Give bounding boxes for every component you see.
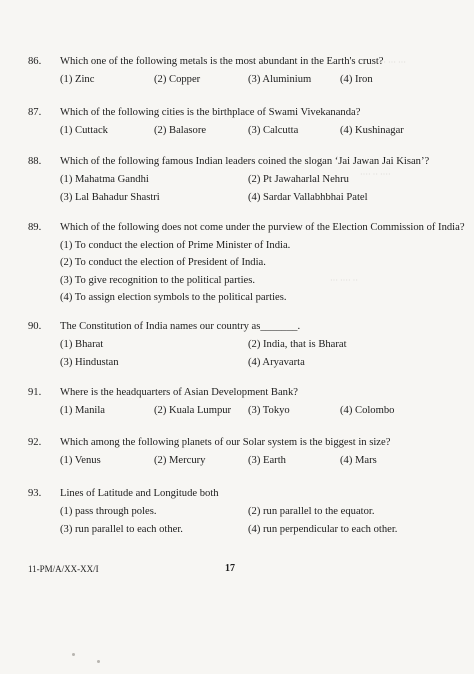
option-3[interactable]: (3) Hindustan xyxy=(60,357,119,368)
page-number: 17 xyxy=(225,563,235,574)
question-text: Lines of Latitude and Longitude both xyxy=(60,488,219,499)
question-text: The Constitution of India names our country as_______. xyxy=(60,321,301,332)
question-number: 92. xyxy=(28,437,42,448)
question-93 xyxy=(28,487,448,537)
options-row xyxy=(60,505,448,519)
question-number: 86. xyxy=(28,56,42,67)
question-number: 91. xyxy=(28,387,42,398)
question-92 xyxy=(28,436,448,468)
option-3[interactable]: (3) Calcutta xyxy=(248,125,299,136)
option-1[interactable]: (1) To conduct the election of Prime Minister of India. xyxy=(60,239,291,251)
options-row xyxy=(60,454,448,468)
option-1[interactable]: (1) Zinc xyxy=(60,74,95,85)
question-text: Which of the following does not come under the purview of the Election Commission of India? xyxy=(60,222,465,233)
option-1[interactable]: (1) Mahatma Gandhi xyxy=(60,174,149,185)
option-3[interactable]: (3) Tokyo xyxy=(248,405,290,416)
option-1[interactable]: (1) Manila xyxy=(60,405,106,416)
option-2[interactable]: (2) Copper xyxy=(154,74,201,85)
option-2[interactable]: (2) India, that is Bharat xyxy=(248,339,347,350)
option-4[interactable]: (4) Kushinagar xyxy=(340,125,404,136)
question-number: 93. xyxy=(28,488,42,499)
question-number: 88. xyxy=(28,156,42,167)
options-row xyxy=(60,173,448,187)
question-90 xyxy=(28,320,448,370)
bleed-through-text: ···· ·· ···· xyxy=(360,170,391,179)
option-2[interactable]: (2) run parallel to the equator. xyxy=(248,506,375,517)
option-3[interactable]: (3) Lal Bahadur Shastri xyxy=(60,192,160,203)
options-row xyxy=(60,404,448,418)
question-text: Which of the following famous Indian leaders coined the slogan ‘Jai Jawan Jai Kisan’? xyxy=(60,156,430,167)
option-3[interactable]: (3) Aluminium xyxy=(248,74,312,85)
scan-speck xyxy=(72,653,75,656)
option-1[interactable]: (1) Venus xyxy=(60,455,101,466)
question-text: Which one of the following metals is the most abundant in the Earth's crust? xyxy=(60,56,384,67)
option-2[interactable]: (2) Balasore xyxy=(154,125,207,136)
option-1[interactable]: (1) pass through poles. xyxy=(60,506,157,517)
options-row xyxy=(60,73,448,87)
question-88 xyxy=(28,155,448,205)
option-3[interactable]: (3) run parallel to each other. xyxy=(60,524,183,535)
option-2[interactable]: (2) Pt Jawaharlal Nehru xyxy=(248,174,349,185)
bleed-through-text: ··· ··· ··· xyxy=(378,58,406,67)
option-2[interactable]: (2) To conduct the election of President of India. xyxy=(60,257,266,268)
question-number: 90. xyxy=(28,321,42,332)
question-text: Which among the following planets of our Solar system is the biggest in size? xyxy=(60,437,391,448)
option-4[interactable]: (4) Iron xyxy=(340,74,373,85)
question-87 xyxy=(28,106,448,138)
option-2[interactable]: (2) Mercury xyxy=(154,455,206,466)
question-text: Which of the following cities is the birthplace of Swami Vivekananda? xyxy=(60,107,361,118)
option-4[interactable]: (4) Aryavarta xyxy=(248,357,305,368)
options-row xyxy=(60,356,448,370)
option-3[interactable]: (3) Earth xyxy=(248,455,286,466)
paper-code: 11-PM/A/XX-XX/I xyxy=(28,564,99,574)
option-2[interactable]: (2) Kuala Lumpur xyxy=(154,405,232,416)
scan-speck xyxy=(97,660,100,663)
question-91 xyxy=(28,386,448,418)
option-4[interactable]: (4) To assign election symbols to the political parties. xyxy=(60,292,287,303)
option-3[interactable]: (3) To give recognition to the political parties. xyxy=(60,274,255,286)
question-number: 87. xyxy=(28,107,42,118)
question-text: Where is the headquarters of Asian Development Bank? xyxy=(60,387,298,398)
options-row xyxy=(60,338,448,352)
option-1[interactable]: (1) Cuttack xyxy=(60,125,108,136)
option-4[interactable]: (4) Colombo xyxy=(340,405,395,416)
options-row xyxy=(60,191,448,205)
question-86 xyxy=(28,55,448,87)
option-4[interactable]: (4) Sardar Vallabhbhai Patel xyxy=(248,192,368,203)
option-4[interactable]: (4) Mars xyxy=(340,455,377,466)
options-row xyxy=(60,523,448,537)
option-4[interactable]: (4) run perpendicular to each other. xyxy=(248,524,398,535)
options-row xyxy=(60,124,448,138)
question-number: 89. xyxy=(28,222,42,233)
bleed-through-text: ··· ···· ·· xyxy=(330,276,358,285)
question-89 xyxy=(28,221,465,304)
option-1[interactable]: (1) Bharat xyxy=(60,339,104,350)
